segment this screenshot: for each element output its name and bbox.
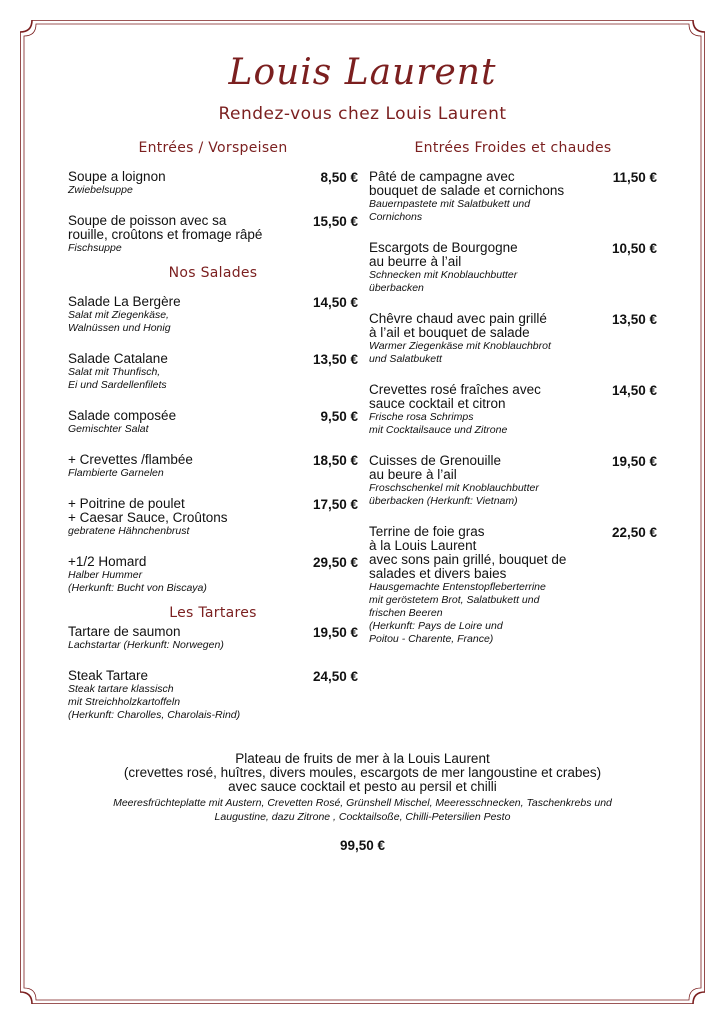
menu-item [68, 497, 358, 538]
item-description: Gemischter Salat [68, 423, 149, 435]
item-description: Bauernpastete mit Salatbukett und Cornichons [369, 198, 531, 223]
item-description: Salat mit Thunfisch, Ei und Sardellenfilets [68, 366, 167, 391]
restaurant-title: Louis Laurent [228, 52, 497, 93]
menu-item [369, 383, 657, 437]
item-name: Steak Tartare [68, 668, 149, 683]
item-price: 13,50 € [312, 352, 358, 367]
item-name: Pâté de campagne avec bouquet de salade et cornichons [369, 169, 565, 198]
item-description: Halber Hummer (Herkunft: Bucht von Biscaya) [68, 569, 207, 594]
item-description: Schnecken mit Knoblauchbutter überbacken [369, 269, 518, 294]
item-name: + Poitrine de poulet + Caesar Sauce, Croûtons [68, 496, 228, 525]
item-price: 11,50 € [612, 170, 657, 185]
item-description: Steak tartare klassisch mit Streichholzkartoffeln (Herkunft: Charolles, Charolais-Rind) [68, 683, 241, 721]
item-description: Flambierte Garnelen [68, 467, 164, 479]
item-name: Soupe de poisson avec sa rouille, croûtons et fromage râpé [68, 213, 263, 242]
item-price: 14,50 € [312, 295, 358, 310]
item-price: 14,50 € [611, 383, 657, 398]
menu-item [68, 409, 358, 436]
item-description: Frische rosa Schrimps mit Cocktailsauce und Zitrone [369, 411, 508, 436]
item-price: 22,50 € [611, 525, 657, 540]
item-description: Lachstartar (Herkunft: Norwegen) [68, 639, 224, 651]
menu-item [369, 170, 657, 224]
section-heading-froides: Entrées Froides et chaudes [414, 140, 612, 156]
item-name: Terrine de foie gras à la Louis Laurent avec sons pain grillé, bouquet de salades et divers baies [369, 524, 567, 581]
item-price: 13,50 € [611, 312, 657, 327]
item-price: 19,50 € [611, 454, 657, 469]
plateau-name: Plateau de fruits de mer à la Louis Laurent (crevettes rosé, huîtres, divers moules, escargots de mer langoustine et crabes) avec sauce cocktail et pesto au persil et chilli [123, 751, 602, 794]
item-price: 17,50 € [312, 497, 358, 512]
item-name: Salade Catalane [68, 351, 168, 366]
item-name: Chêvre chaud avec pain grillé à l’ail et bouquet de salade [369, 311, 547, 340]
right-column [369, 140, 657, 663]
item-name: Tartare de saumon [68, 624, 181, 639]
item-name: Cuisses de Grenouille au beure à l’ail [369, 453, 502, 482]
item-name: Crevettes rosé fraîches avec sauce cocktail et citron [369, 382, 541, 411]
item-description: Fischsuppe [68, 242, 122, 254]
left-column [68, 140, 358, 739]
item-price: 29,50 € [312, 555, 358, 570]
item-price: 24,50 € [312, 669, 358, 684]
item-description: Froschschenkel mit Knoblauchbutter überbacken (Herkunft: Vietnam) [369, 482, 539, 507]
section-heading-entrees: Entrées / Vorspeisen [138, 140, 288, 156]
menu-item [68, 214, 358, 255]
item-name: + Crevettes /flambée [68, 452, 193, 467]
menu-item [68, 295, 358, 335]
item-description: Zwiebelsuppe [68, 184, 133, 196]
item-price: 8,50 € [320, 170, 358, 185]
item-description: Salat mit Ziegenkäse, Walnüssen und Honig [68, 309, 171, 334]
plateau-price: 99,50 € [339, 838, 386, 853]
menu-item [369, 312, 657, 366]
menu-item [68, 555, 358, 595]
plateau-section [40, 752, 685, 853]
item-price: 18,50 € [312, 453, 358, 468]
item-price: 10,50 € [611, 241, 657, 256]
menu-item [369, 454, 657, 508]
item-price: 19,50 € [312, 625, 358, 640]
item-name: Soupe a loignon [68, 169, 166, 184]
section-heading-salades: Nos Salades [168, 265, 258, 281]
item-name: +1/2 Homard [68, 554, 147, 569]
item-name: Salade La Bergère [68, 294, 181, 309]
item-price: 15,50 € [312, 214, 358, 229]
restaurant-subtitle: Rendez-vous chez Louis Laurent [218, 104, 507, 124]
menu-item [68, 625, 358, 652]
menu-item [369, 241, 657, 295]
section-heading-tartares: Les Tartares [169, 605, 257, 621]
item-name: Escargots de Bourgogne au beurre à l’ail [369, 240, 518, 269]
item-name: Salade composée [68, 408, 177, 423]
menu-item [68, 170, 358, 197]
item-price: 9,50 € [320, 409, 358, 424]
item-description: Warmer Ziegenkäse mit Knoblauchbrot und Salatbukett [369, 340, 551, 365]
plateau-description: Meeresfrüchteplatte mit Austern, Crevetten Rosé, Grünshell Mischel, Meeresschnecken, Taschenkrebs und Laugustine, dazu Zitrone , Cocktailsoße, Chilli-Petersilien Pesto [113, 797, 612, 823]
menu-item [68, 352, 358, 392]
menu-item [369, 525, 657, 646]
item-description: Hausgemachte Entenstopfleberterrine mit geröstetem Brot, Salatbukett und frischen Beeren (Herkunft: Pays de Loire und Poitou - Charente, France) [369, 581, 546, 645]
menu-item [68, 453, 358, 480]
item-description: gebratene Hähnchenbrust [68, 525, 190, 537]
menu-item [68, 669, 358, 722]
